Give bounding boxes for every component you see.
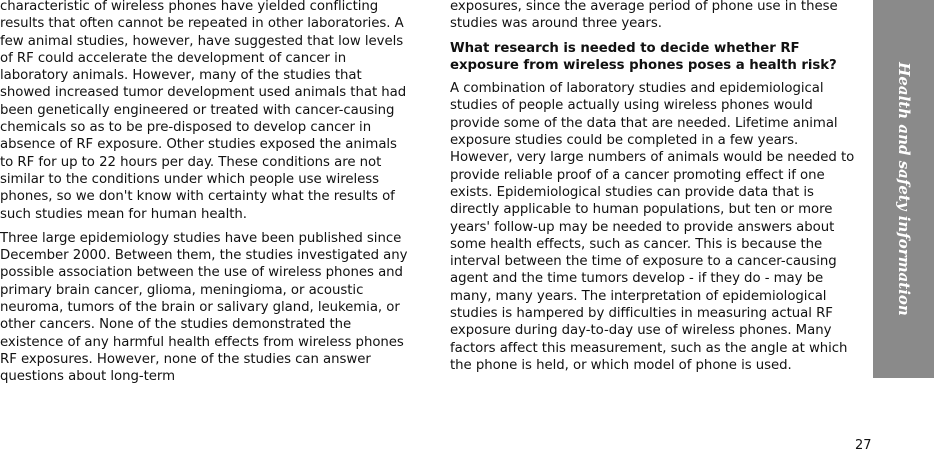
section-heading: What research is needed to decide whether RF exposure from wireless phones poses a health risk? <box>450 40 837 73</box>
right-body-paragraph: A combination of laboratory studies and epidemiological studies of people actually using wireless phones would provide some of the data that are needed. Lifetime animal exposure studies could be completed in a few years. However, very large numbers of animals would be needed to provide reliable proof of a cancer promoting effect if one exists. Epidemiological studies can provide data that is directly applicable to human populations, but ten or more years' follow-up may be needed to provide answers about some health effects, such as cancer. This is because the interval between the time of exposure to a cancer-causing agent and the time tumors develop - if they do - may be many, many years. The interpretation of epidemiological studies is hampered by difficulties in measuring actual RF exposure during day-to-day use of wireless phones. Many factors affect this measurement, such as the angle at which the phone is held, or which model of phone is used. <box>450 81 855 373</box>
left-paragraph-2: Three large epidemiology studies have been published since December 2000. Between them, the studies investigated any possible association between the use of wireless phones and primary brain cancer, glioma, meningioma, or acoustic neuroma, tumors of the brain or salivary gland, leukemia, or other cancers. None of the studies demonstrated the existence of any harmful health effects from wireless phones RF exposures. However, none of the studies can answer questions about long-term <box>0 230 408 385</box>
left-paragraph-1: characteristic of wireless phones have yielded conflicting results that often cannot be repeated in other laboratories. A few animal studies, however, have suggested that low levels of RF could accelerate the development of cancer in laboratory animals. However, many of the studies that showed increased tumor development used animals that had been genetically engineered or treated with cancer-causing chemicals so as to be pre-disposed to develop cancer in absence of RF exposure. Other studies exposed the animals to RF for up to 22 hours per day. These conditions are not similar to the conditions under which people use wireless phones, so we don't know with certainty what the results of such studies mean for human health. <box>0 0 407 222</box>
page-number: 27 <box>855 438 872 453</box>
right-intro-paragraph: exposures, since the average period of phone use in these studies was around three years. <box>450 0 838 32</box>
left-column <box>0 0 408 393</box>
right-column <box>450 0 858 381</box>
section-side-tab-label: Health and safety information <box>894 62 913 316</box>
section-side-tab <box>873 0 934 378</box>
